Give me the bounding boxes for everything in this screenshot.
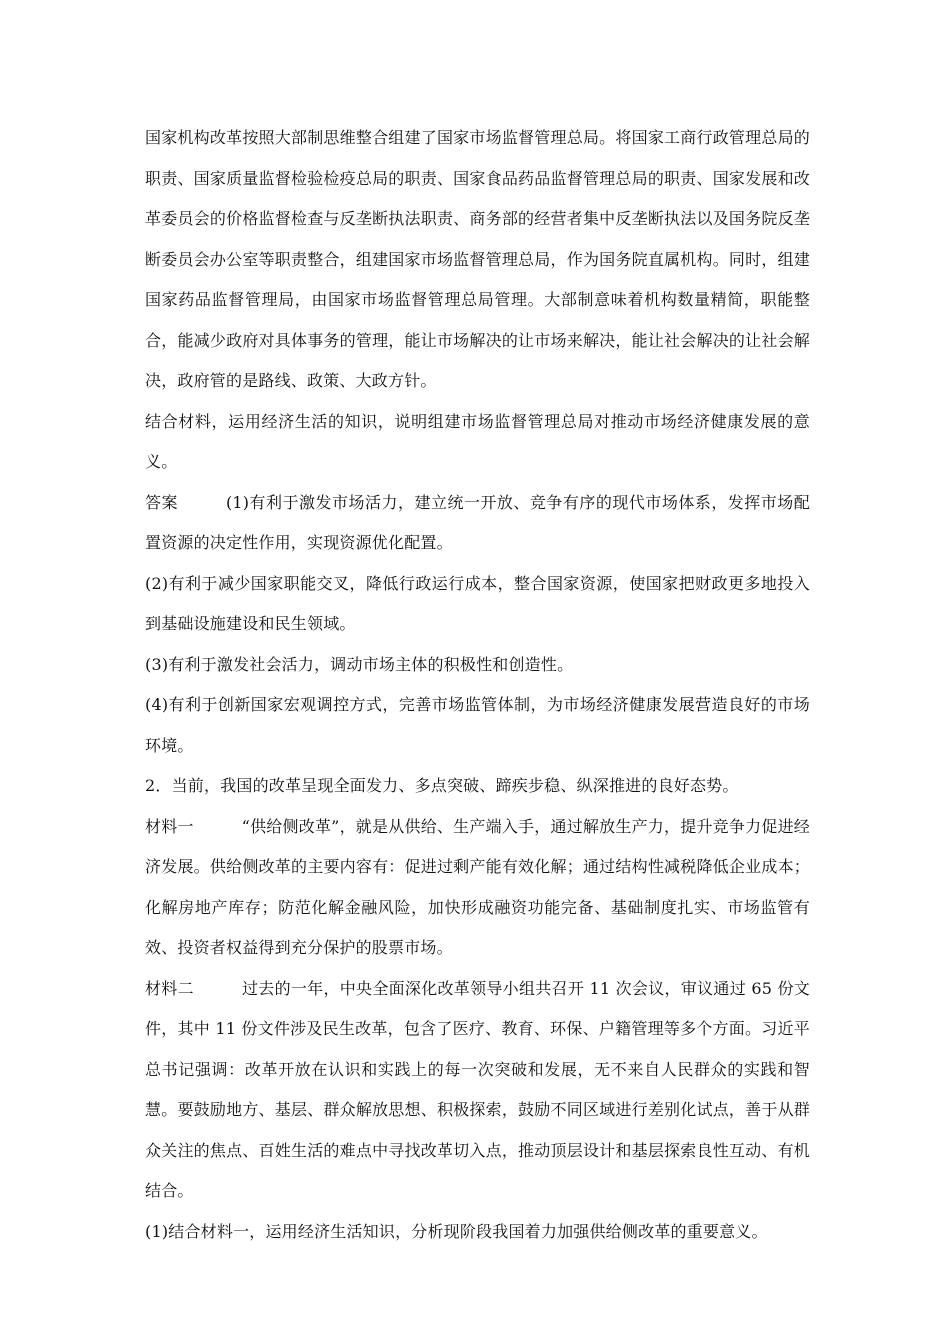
material2-paragraph — [145, 969, 810, 1212]
question-paragraph: 结合材料，运用经济生活的知识，说明组建市场监督管理总局对推动市场经济健康发展的意义。 — [145, 411, 810, 471]
material1-text: “供给侧改革”，就是从供给、生产端入手，通过解放生产力，提升竞争力促进经济发展。供给侧改革的主要内容有：促进过剩产能有效化解；通过结构性减税降低企业成本；化解房地产库存；防范化解金融风险，加快形成融资功能完备、基础制度扎实、市场监管有效、投资者权益得到充分保护的股票市场。 — [145, 816, 810, 957]
material2-label: 材料二 — [145, 978, 194, 998]
answer-item-4: (4)有利于创新国家宏观调控方式，完善市场监管体制，为市场经济健康发展营造良好的市场环境。 — [145, 695, 810, 755]
answer-label: 答案 — [145, 492, 178, 512]
material-intro-paragraph: 国家机构改革按照大部制思维整合组建了国家市场监督管理总局。将国家工商行政管理总局的职责、国家质量监督检验检疫总局的职责、国家食品药品监督管理总局的职责、国家发展和改革委员会的价格监督检查与反垄断执法职责、商务部的经营者集中反垄断执法以及国务院反垄断委员会办公室等职责整合，组建国家市场监督管理总局，作为国务院直属机构。同时，组建国家药品监督管理局，由国家市场监督管理总局管理。大部制意味着机构数量精简，职能整合，能减少政府对具体事务的管理，能让市场解决的让市场来解决，能让社会解决的让社会解决，政府管的是路线、政策、大政方针。 — [145, 128, 810, 390]
answer-item-3: (3)有利于激发社会活力，调动市场主体的积极性和创造性。 — [145, 654, 574, 674]
answer-item-1 — [145, 483, 810, 564]
material2-text: 过去的一年，中央全面深化改革领导小组共召开 11 次会议，审议通过 65 份文件，其中 11 份文件涉及民生改革，包含了医疗、教育、环保、户籍管理等多个方面。习近平总书记强调：改革开放在认识和实践上的每一次突破和发展，无不来自人民群众的实践和智慧。要鼓励地方、基层、群众解放思想、积极探索，鼓励不同区域进行差别化试点，善于从群众关注的焦点、百姓生活的难点中寻找改革切入点，推动顶层设计和基层探索良性互动、有机结合。 — [145, 978, 810, 1200]
answer-item-1-text: (1)有利于激发市场活力，建立统一开放、竞争有序的现代市场体系，发挥市场配置资源的决定性作用，实现资源优化配置。 — [145, 492, 810, 552]
question2-stem: 2．当前，我国的改革呈现全面发力、多点突破、蹄疾步稳、纵深推进的良好态势。 — [145, 776, 739, 795]
document-page — [145, 118, 810, 1252]
material1-paragraph — [145, 807, 810, 969]
sub-question-1: (1)结合材料一，运用经济生活知识，分析现阶段我国着力加强供给侧改革的重要意义。 — [145, 1221, 768, 1241]
answer-item-2: (2)有利于减少国家职能交叉，降低行政运行成本，整合国家资源，使国家把财政更多地投入到基础设施建设和民生领域。 — [145, 573, 810, 633]
material1-label: 材料一 — [145, 816, 194, 836]
